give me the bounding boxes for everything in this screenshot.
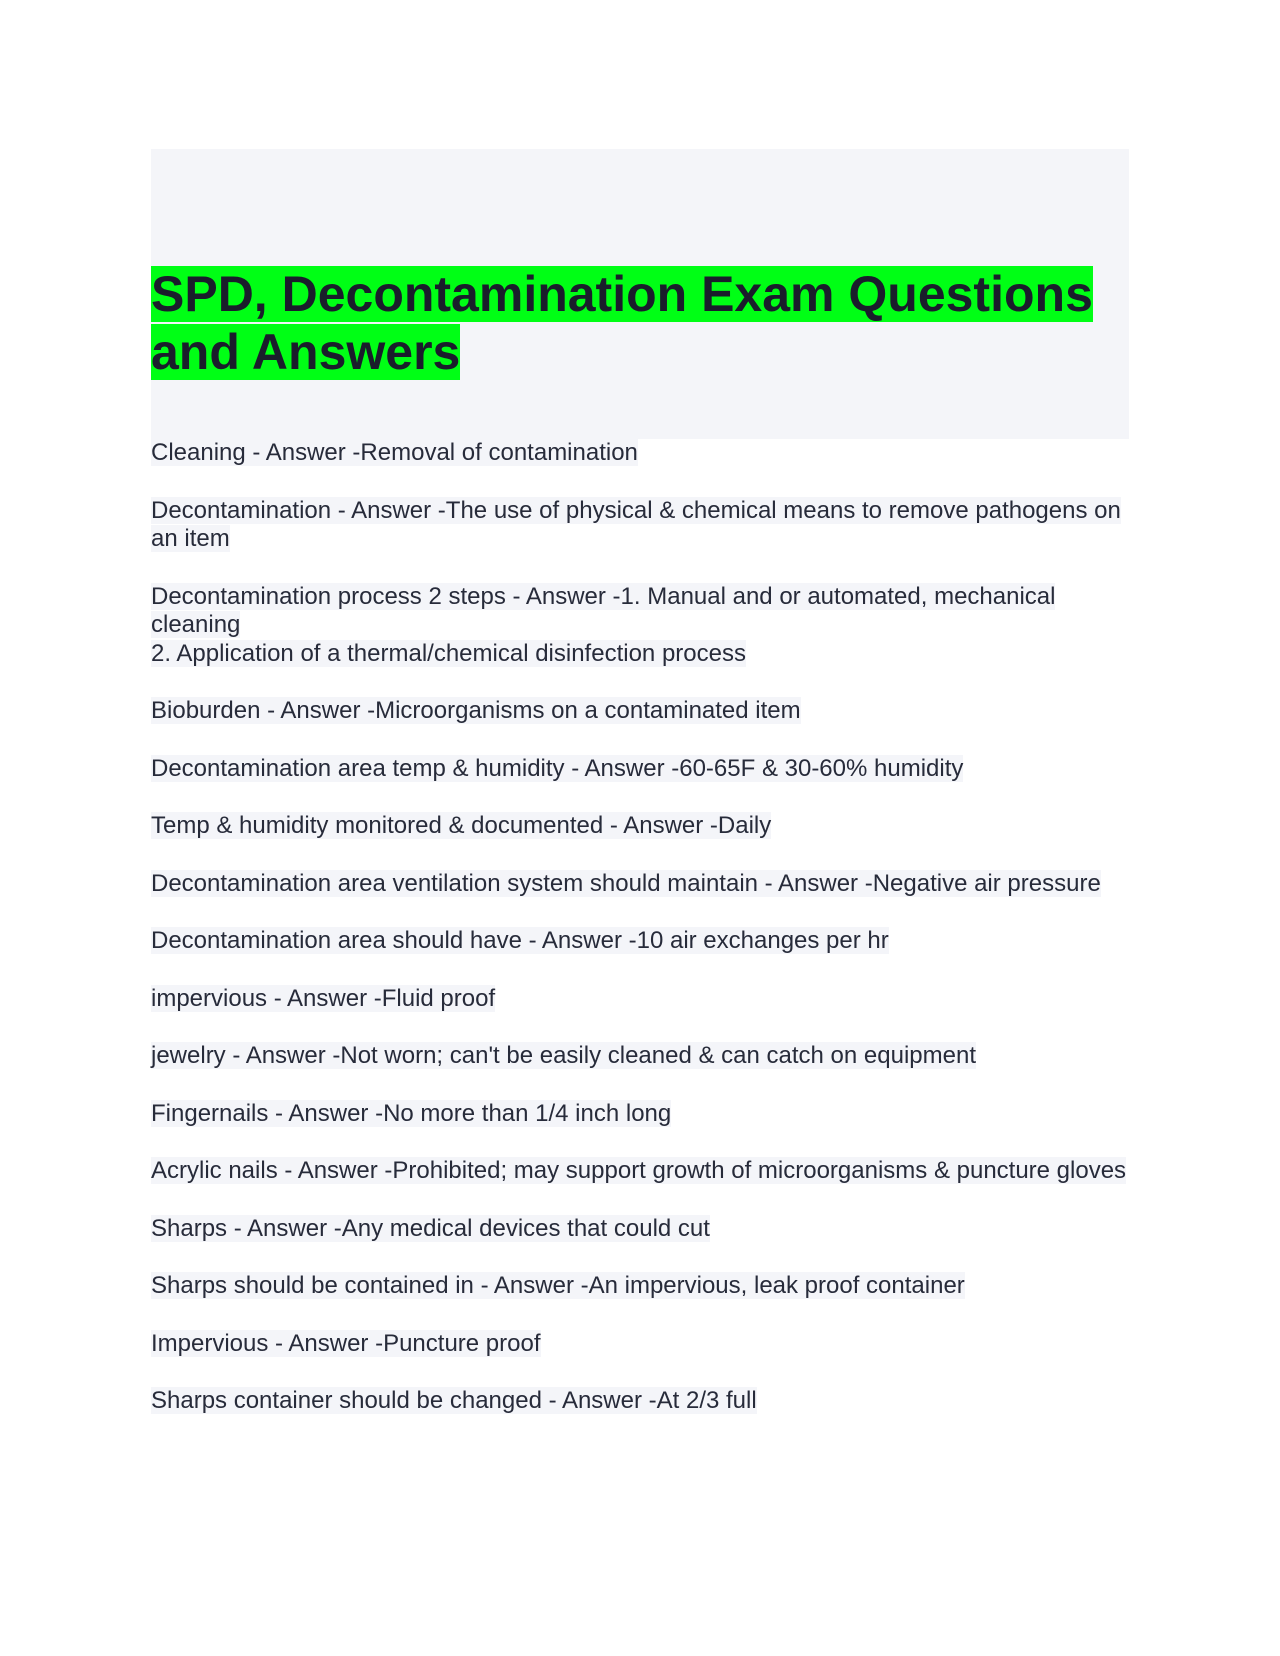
qa-text: Decontamination area should have - Answer -10 air exchanges per hr bbox=[151, 927, 889, 954]
qa-item bbox=[151, 985, 1129, 1014]
qa-text: Sharps should be contained in - Answer -An impervious, leak proof container bbox=[151, 1272, 965, 1299]
qa-item bbox=[151, 1042, 1129, 1071]
qa-text: Temp & humidity monitored & documented - Answer -Daily bbox=[151, 812, 772, 839]
qa-text: Decontamination area temp & humidity - Answer -60-65F & 30-60% humidity bbox=[151, 754, 964, 782]
document-title bbox=[151, 265, 1129, 381]
qa-item bbox=[151, 583, 1129, 669]
qa-text: Impervious - Answer -Puncture proof bbox=[151, 1329, 541, 1357]
qa-line bbox=[151, 755, 1129, 784]
qa-text: 2. Application of a thermal/chemical disinfection process bbox=[151, 639, 746, 667]
qa-line bbox=[151, 1330, 1129, 1359]
qa-text: Decontamination area ventilation system should maintain - Answer -Negative air pressure bbox=[151, 869, 1101, 897]
qa-list bbox=[151, 439, 1129, 1416]
qa-text: Decontamination - Answer -The use of physical & chemical means to remove pathogens on an item bbox=[151, 496, 1121, 552]
qa-line bbox=[151, 1042, 1129, 1071]
qa-line bbox=[151, 1215, 1129, 1244]
qa-text: Acrylic nails - Answer -Prohibited; may support growth of microorganisms & puncture gloves bbox=[151, 1157, 1127, 1184]
document-page bbox=[151, 149, 1129, 1445]
qa-line bbox=[151, 1100, 1129, 1129]
qa-text: Sharps container should be changed - Answer -At 2/3 full bbox=[151, 1387, 757, 1414]
qa-line bbox=[151, 985, 1129, 1014]
qa-line bbox=[151, 870, 1129, 899]
qa-line bbox=[151, 439, 1129, 468]
qa-text: jewelry - Answer -Not worn; can't be easily cleaned & can catch on equipment bbox=[151, 1042, 976, 1069]
qa-text: Sharps - Answer -Any medical devices that could cut bbox=[151, 1214, 710, 1242]
qa-item bbox=[151, 1272, 1129, 1301]
qa-text: impervious - Answer -Fluid proof bbox=[151, 984, 496, 1012]
qa-line bbox=[151, 583, 1129, 640]
qa-item bbox=[151, 1387, 1129, 1416]
qa-item bbox=[151, 755, 1129, 784]
document-title-text: SPD, Decontamination Exam Questions and Answers bbox=[151, 266, 1093, 380]
qa-item bbox=[151, 870, 1129, 899]
qa-item bbox=[151, 439, 1129, 468]
qa-item bbox=[151, 1157, 1129, 1186]
qa-line bbox=[151, 697, 1129, 726]
qa-item bbox=[151, 1100, 1129, 1129]
qa-line bbox=[151, 1272, 1129, 1301]
qa-text: Bioburden - Answer -Microorganisms on a contaminated item bbox=[151, 697, 801, 724]
qa-line bbox=[151, 812, 1129, 841]
qa-line bbox=[151, 497, 1129, 554]
qa-item bbox=[151, 1215, 1129, 1244]
qa-line bbox=[151, 1157, 1129, 1186]
qa-text: Cleaning - Answer -Removal of contamination bbox=[151, 439, 638, 466]
title-block bbox=[151, 149, 1129, 439]
qa-item bbox=[151, 697, 1129, 726]
qa-item bbox=[151, 497, 1129, 554]
qa-line bbox=[151, 1387, 1129, 1416]
qa-item bbox=[151, 927, 1129, 956]
qa-line bbox=[151, 927, 1129, 956]
qa-item bbox=[151, 812, 1129, 841]
qa-text: Decontamination process 2 steps - Answer -1. Manual and or automated, mechanical cleaning bbox=[151, 582, 1056, 638]
qa-item bbox=[151, 1330, 1129, 1359]
qa-text: Fingernails - Answer -No more than 1/4 inch long bbox=[151, 1099, 672, 1127]
qa-line bbox=[151, 640, 1129, 669]
